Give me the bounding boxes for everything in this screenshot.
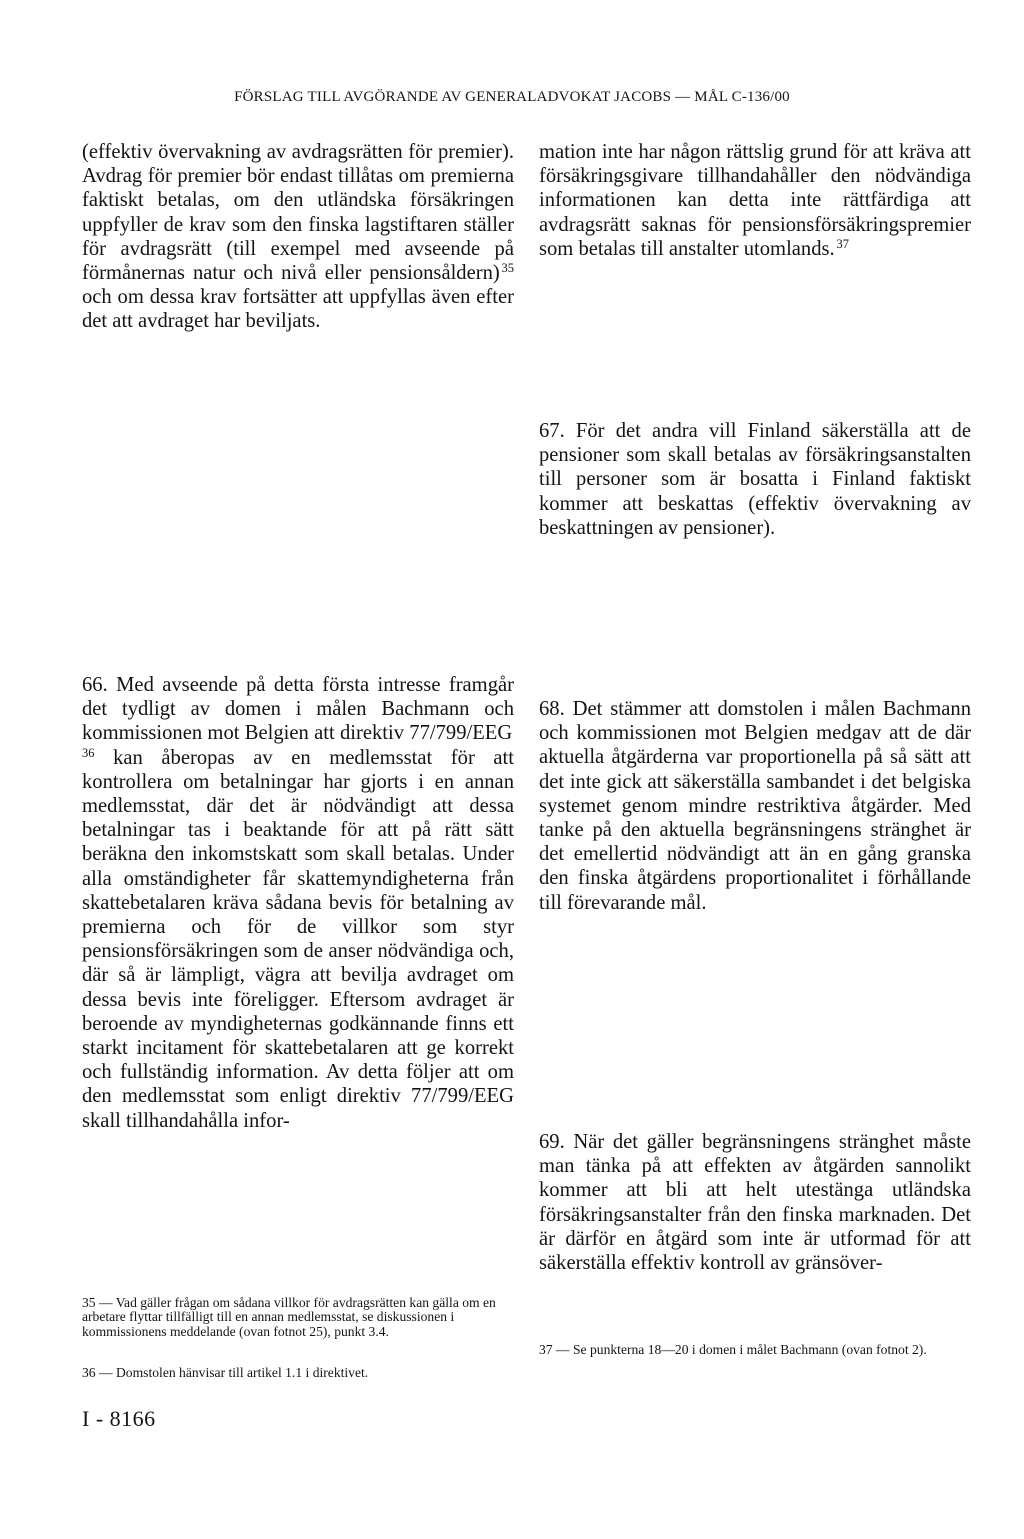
paragraph-68-block — [539, 697, 971, 915]
footnote-text: — Vad gäller frågan om sådana villkor för avdragsrätten kan gälla om en arbetare flyttar tillfälligt till en annan medlemsstat, se diskussionen i kommissionens meddelande (ovan fotnot 25), punkt 3.4. — [82, 1295, 496, 1339]
paragraph-67-block — [539, 419, 971, 540]
paragraph-69: 69. När det gäller begränsningens stränghet måste man tänka på att effekten av åtgärden sannolikt kommer att bli att helt utestänga utländska försäkringsanstalter från den finska marknaden. Det är därför en åtgärd som inte är utformad för att säkerställa effektiv kontroll av gränsöver- — [539, 1131, 971, 1275]
footnote-ref-37[interactable]: 37 — [836, 236, 849, 251]
paragraph-text: mation inte har någon rättslig grund för att kräva att försäkringsgivare tillhandahåller den nödvändiga informationen kan detta inte rättfärdiga att avdragsrätt saknas för pensionsförsäkringspremier som betalas till anstalter utomlands. — [539, 141, 971, 260]
footnote-number: 36 — [82, 1365, 96, 1380]
paragraph-continuation-right — [539, 140, 971, 261]
paragraph-text: 66. Med avseende på detta första intresse framgår det tydligt av domen i målen Bachmann och kommissionen mot Belgien att direktiv 77/799/EEG — [82, 674, 514, 745]
paragraph-text: (effektiv övervakning av avdragsrätten för premier). Avdrag för premier bör endast tillåtas om premierna faktiskt betalas, om den utländska försäkringen uppfyller de krav som den finska lagstiftaren ställer för avdragsrätt (till exempel med avseende på förmånernas natur och nivå eller pensionsåldern) — [82, 141, 514, 285]
paragraph-69-block — [539, 1130, 971, 1275]
footnote-number: 35 — [82, 1295, 96, 1310]
footnote-ref-36[interactable]: 36 — [82, 745, 95, 760]
footnote-text: — Domstolen hänvisar till artikel 1.1 i direktivet. — [99, 1365, 369, 1380]
paragraph-67: 67. För det andra vill Finland säkerställa att de pensioner som skall betalas av försäkringsanstalten till personer som är bosatta i Finland faktiskt kommer att beskattas (effektiv övervakning av beskattningen av pensioner). — [539, 420, 971, 539]
paragraph-66-block — [82, 673, 514, 1133]
footnote-text: — Se punkterna 18—20 i domen i målet Bachmann (ovan fotnot 2). — [556, 1342, 927, 1357]
left-column-continuation — [82, 140, 514, 334]
paragraph-68: 68. Det stämmer att domstolen i målen Bachmann och kommissionen mot Belgien medgav att de där aktuella åtgärderna var proportionella på så sätt att det inte gick att säkerställa sambandet i det belgiska systemet genom mindre restriktiva åtgärder. Med tanke på den aktuella begränsningens stränghet är det emellertid nödvändigt att än en gång granska den finska åtgärdens proportionalitet i förhållande till förevarande mål. — [539, 698, 971, 914]
paragraph-continuation-left — [82, 140, 514, 334]
paragraph-text: och om dessa krav fortsätter att uppfyllas även efter det att avdraget har beviljats. — [82, 286, 514, 333]
footnote-ref-35[interactable]: 35 — [501, 261, 514, 276]
footnote-36 — [82, 1366, 512, 1380]
footnote-35 — [82, 1296, 512, 1339]
running-header: FÖRSLAG TILL AVGÖRANDE AV GENERALADVOKAT JACOBS — MÅL C-136/00 — [234, 89, 790, 105]
paragraph-66 — [82, 673, 514, 1133]
right-column-continuation — [539, 140, 971, 261]
page-number: I - 8166 — [82, 1406, 156, 1431]
footnote-number: 37 — [539, 1342, 553, 1357]
footnote-37 — [539, 1343, 969, 1357]
paragraph-text: kan åberopas av en medlemsstat för att kontrollera om betalningar har gjorts i en annan medlemsstat, där det är nödvändigt att dessa betalningar tas i beaktande för att på rätt sätt beräkna den inkomstskatt som skall betalas. Under alla omständigheter får skattemyndigheterna från skattebetalaren kräva sådana bevis för betalning av premierna och för de villkor som styr pensionsförsäkringen som de anser nödvändiga och, där så är lämpligt, vägra att bevilja avdraget om dessa bevis inte föreligger. Eftersom avdraget är beroende av myndigheternas godkännande finns ett starkt incitament för skattebetalaren att ge korrekt och fullständig information. Av detta följer att om den medlemsstat som enligt direktiv 77/799/EEG skall tillhandahålla infor- — [82, 746, 514, 1132]
